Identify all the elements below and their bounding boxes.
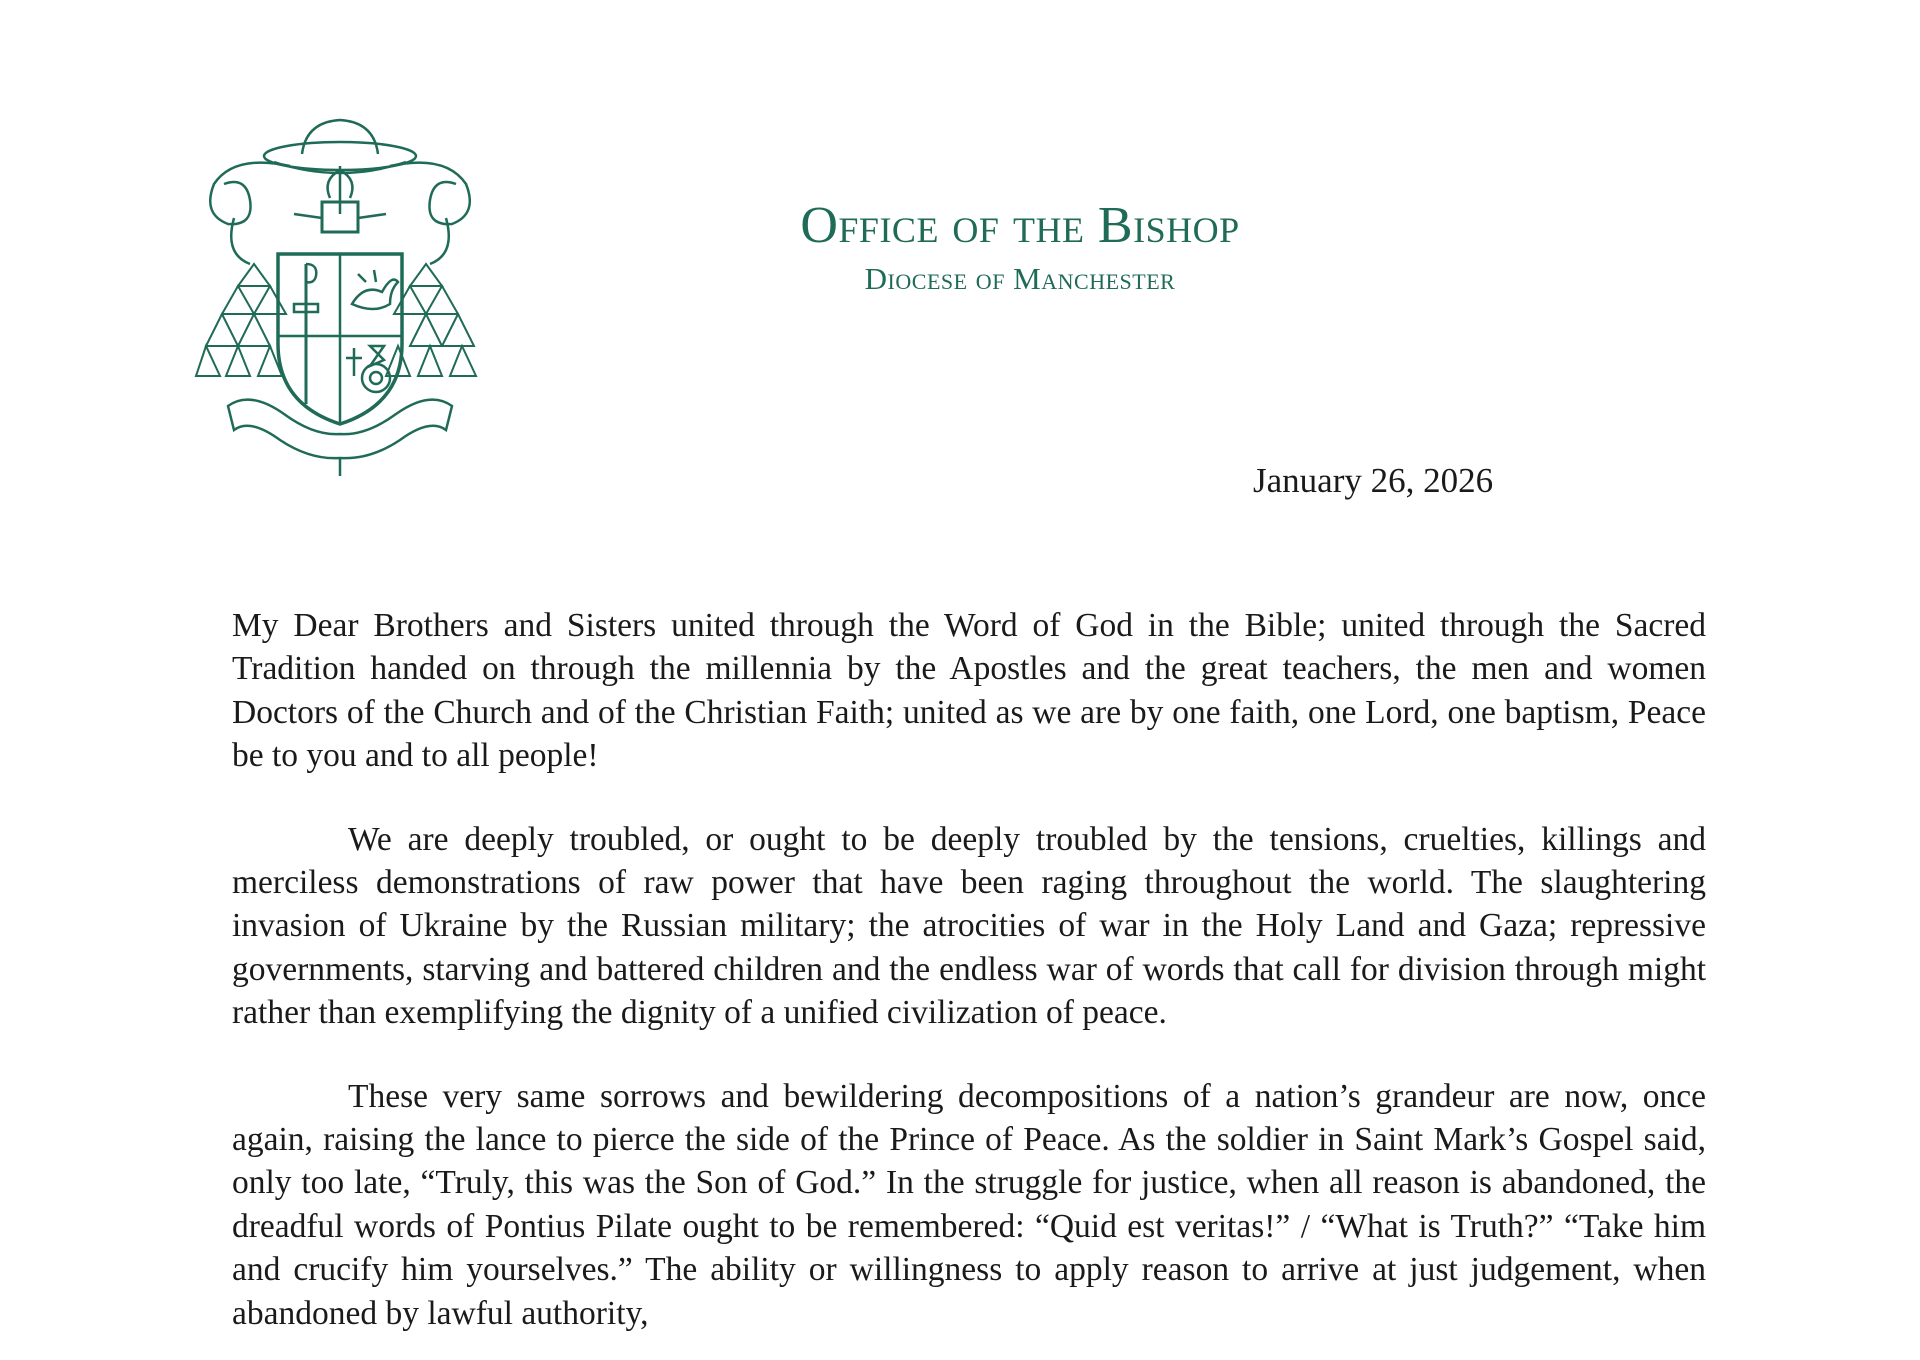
letterhead xyxy=(620,196,1420,298)
body-paragraph: These very same sorrows and bewildering decompositions of a nation’s grandeur are now, once again, raising the lance to pierce the side of the Prince of Peace. As the soldier in Saint Mark’s Gospel said, only too late, “Truly, this was the Son of God.” In the struggle for justice, when all reason is abandoned, the dreadful words of Pontius Pilate ought to be remembered: “Quid est veritas!” / “What is Truth?” “Take him and crucify him yourselves.” The ability or willingness to apply reason to arrive at just judgement, when abandoned by lawful authority, xyxy=(232,1077,1706,1332)
letter-date: January 26, 2026 xyxy=(1253,461,1494,500)
coat-of-arms-emblem xyxy=(194,114,486,484)
letter-body xyxy=(232,604,1706,1360)
diocese-subtitle: Diocese of Manchester xyxy=(864,261,1176,296)
office-title: Office of the Bishop xyxy=(800,197,1240,254)
body-paragraph: We are deeply troubled, or ought to be deeply troubled by the tensions, cruelties, killings and merciless demonstrations of raw power that have been raging throughout the world. The slaughtering invasion of Ukraine by the Russian military; the atrocities of war in the Holy Land and Gaza; repressive governments, starving and battered children and the endless war of words that call for division through might rather than exemplifying the dignity of a unified civilization of peace. xyxy=(232,820,1706,1032)
salutation-paragraph: My Dear Brothers and Sisters united through the Word of God in the Bible; united through the Sacred Tradition handed on through the millennia by the Apostles and the great teachers, the men and women Doctors of the Church and of the Christian Faith; united as we are by one faith, one Lord, one baptism, Peace be to you and to all people! xyxy=(232,607,1706,775)
